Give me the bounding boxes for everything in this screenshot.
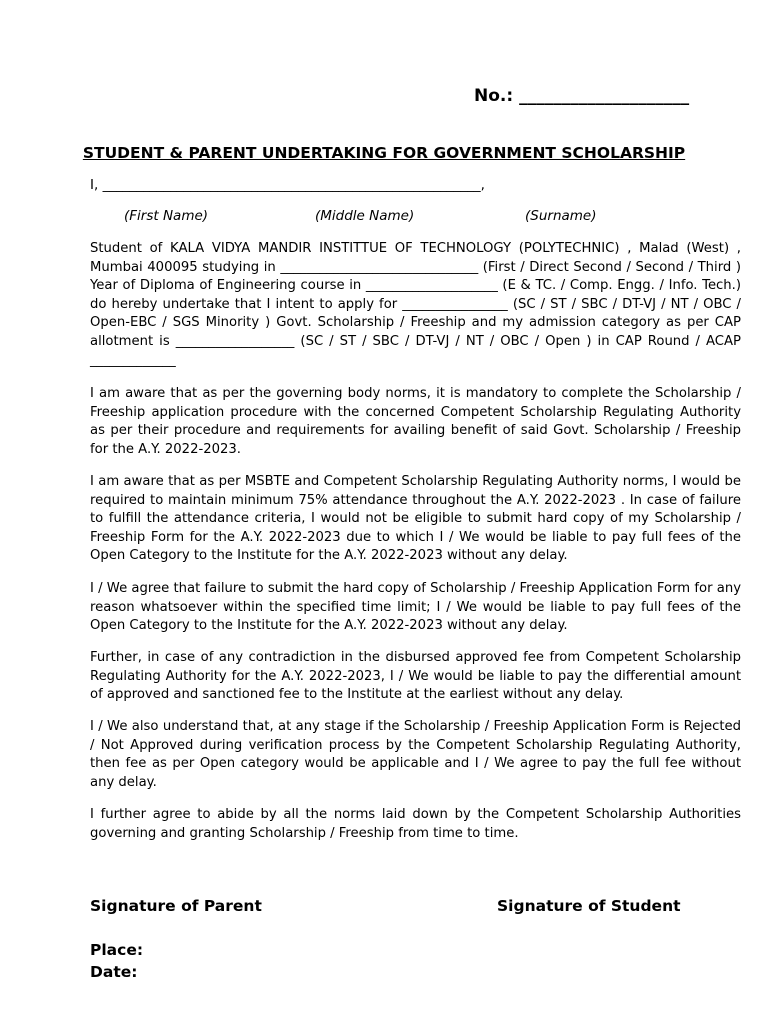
student-signature-label: Signature of Student <box>497 897 681 915</box>
paragraph-rejection: I / We also understand that, at any stage if the Scholarship / Freeship Application Form is Rejected / Not Approved during verification process by the Competent Scholarship Regulating Authority, then fee as per Open category would be applicable and I / We agree to pay the full fee without any delay. <box>90 719 741 790</box>
paragraph-student-details: Student of KALA VIDYA MANDIR INSTITTUE OF TECHNOLOGY (POLYTECHNIC) , Malad (West) , Mumbai 400095 studying in ______________________________ (First / Direct Second / Second / Third ) Year of Diploma of Engineering course in ____________________ (E & TC. / Comp. Engg. / Info. Tech.) do hereby undertake that I intent to apply for ________________ (SC / ST / SBC / DT-VJ / NT / OBC / Open-EBC / SGS Minority ) Govt. Scholarship / Freeship and my admission category as per CAP allotment is __________________ (SC / ST / SBC / DT-VJ / NT / OBC / Open ) in CAP Round / ACAP _____________ <box>90 241 741 368</box>
document-title: STUDENT & PARENT UNDERTAKING FOR GOVERNMENT SCHOLARSHIP <box>82 144 686 162</box>
first-name-label: (First Name) <box>124 208 209 224</box>
middle-name-label: (Middle Name) <box>315 208 415 224</box>
name-line: I, ________________________________________________________, <box>90 177 485 193</box>
paragraph-governing-norms: I am aware that as per the governing body norms, it is mandatory to complete the Scholarship / Freeship application procedure with the concerned Competent Scholarship Regulating Authority as per their procedure and requirements for availing benefit of said Govt. Scholarship / Freeship for the A.Y. 2022-2023. <box>90 386 741 457</box>
parent-signature-label: Signature of Parent <box>90 897 262 915</box>
date-label: Date: <box>90 963 138 981</box>
surname-label: (Surname) <box>525 208 597 224</box>
paragraph-attendance: I am aware that as per MSBTE and Competent Scholarship Regulating Authority norms, I would be required to maintain minimum 75% attendance throughout the A.Y. 2022-2023 . In case of failure to fulfill the attendance criteria, I would not be eligible to submit hard copy of my Scholarship / Freeship Form for the A.Y. 2022-2023 due to which I / We would be liable to pay full fees of the Open Category to the Institute for the A.Y. 2022-2023 without any delay. <box>90 474 741 564</box>
paragraph-fee-contradiction: Further, in case of any contradiction in the disbursed approved fee from Competent Scholarship Regulating Authority for the A.Y. 2022-2023, I / We would be liable to pay the differential amount of approved and sanctioned fee to the Institute at the earliest without any delay. <box>90 650 741 703</box>
place-label: Place: <box>90 941 144 959</box>
paragraph-hard-copy: I / We agree that failure to submit the hard copy of Scholarship / Freeship Application Form for any reason whatsoever within the specified time limit; I / We would be liable to pay full fees of the Open Category to the Institute for the A.Y. 2022-2023 without any delay. <box>90 581 741 634</box>
document-number-field: No.: ____________________ <box>474 86 690 106</box>
paragraph-abide-norms: I further agree to abide by all the norms laid down by the Competent Scholarship Authorities governing and granting Scholarship / Freeship from time to time. <box>90 807 741 841</box>
